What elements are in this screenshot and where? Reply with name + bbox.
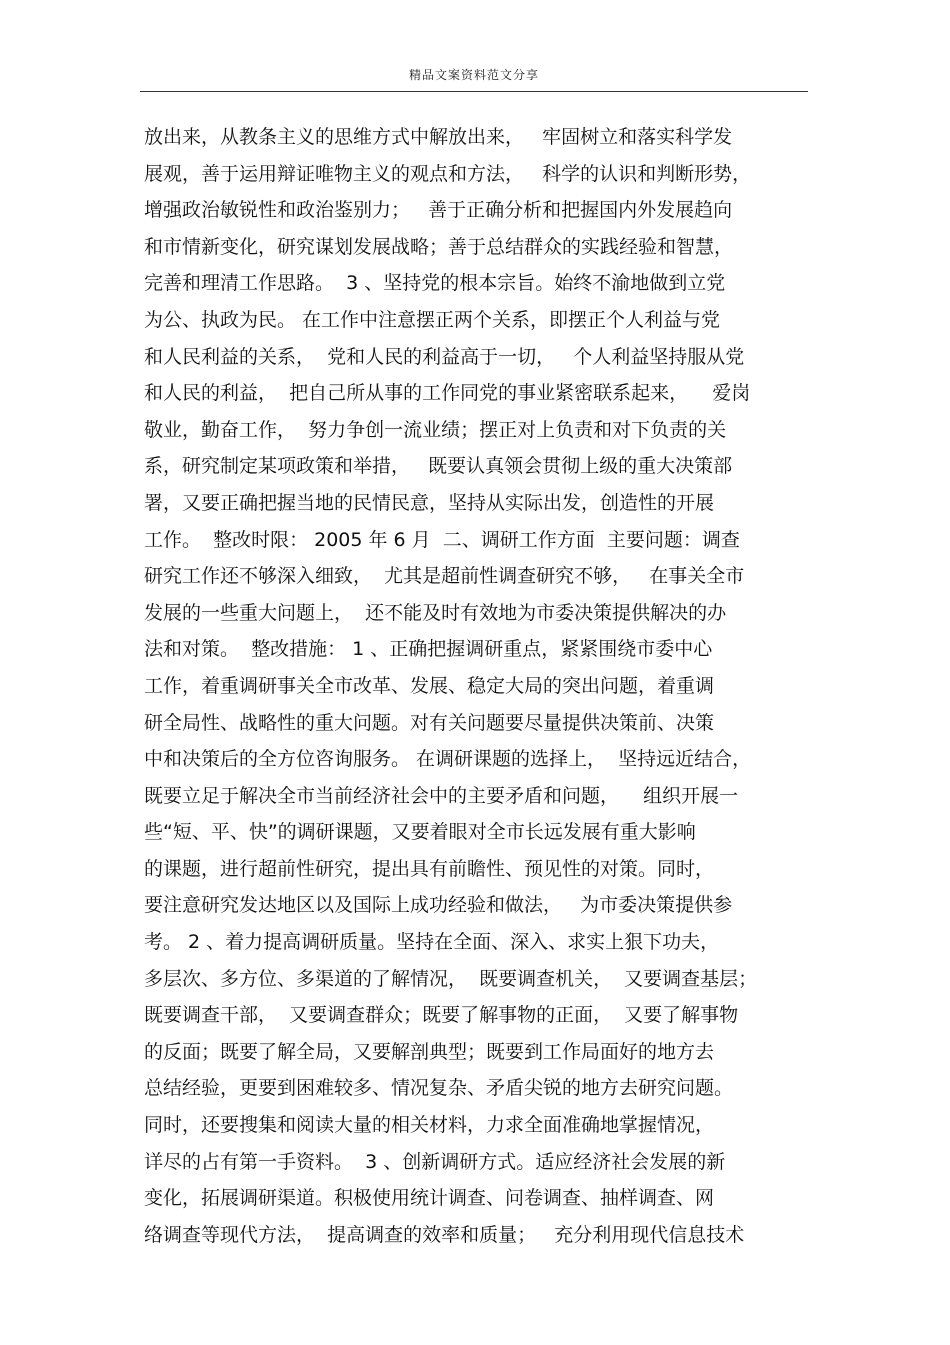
header-divider [140,91,808,92]
document-body [144,119,814,1253]
body-text-line: 同时，还要搜集和阅读大量的相关材料，力求全面准确地掌握情况， [144,1114,715,1137]
body-text-line: 工作。 整改时限： 2005 年 6 月 二、调研工作方面 主要问题：调查 [144,528,740,551]
body-text-line: 工作，着重调研事关全市改革、发展、稳定大局的突出问题，着重调 [144,674,715,697]
body-text-line: 敬业，勤奋工作， 努力争创一流业绩；摆正对上负责和对下负责的关 [144,418,727,441]
body-text-line: 完善和理清工作思路。 3 、坚持党的根本宗旨。始终不渝地做到立党 [144,272,726,295]
body-text-line: 和市情新变化，研究谋划发展战略；善于总结群众的实践经验和智慧， [144,235,734,258]
body-text-line: 和人民利益的关系， 党和人民的利益高于一切， 个人利益坚持服从党 [144,345,745,368]
body-text-line: 络调查等现代方法， 提高调查的效率和质量； 充分利用现代信息技术 [144,1223,745,1246]
header-title: 精品文案资料范文分享 [408,68,539,82]
body-text-line: 放出来，从教条主义的思维方式中解放出来， 牢固树立和落实科学发 [144,126,733,148]
body-text-line: 署，又要正确把握当地的民情民意，坚持从实际出发，创造性的开展 [144,491,715,514]
body-text-line: 发展的一些重大问题上， 还不能及时有效地为市委决策提供解决的办 [144,601,727,624]
body-text-line: 既要立足于解决全市当前经济社会中的主要矛盾和问题， 组织开展一 [144,784,739,807]
body-text-line: 法和对策。 整改措施： 1 、正确把握调研重点，紧紧围绕市委中心 [144,638,713,661]
body-text-line: 考。 2 、着力提高调研质量。坚持在全面、深入、求实上狠下功夫， [144,931,720,954]
body-text-line: 展观，善于运用辩证唯物主义的观点和方法， 科学的认识和判断形势， [144,162,752,185]
body-text-line: 既要调查干部， 又要调查群众；既要了解事物的正面， 又要了解事物 [144,1004,739,1027]
body-text-line: 研究工作还不够深入细致， 尤其是超前性调查研究不够， 在事关全市 [144,565,745,588]
body-text-line: 研全局性、战略性的重大问题。对有关问题要尽量提供决策前、决策 [144,711,715,734]
body-text-line: 的反面；既要了解全局，又要解剖典型；既要到工作局面好的地方去 [144,1040,715,1063]
body-text-line: 为公、执政为民。 在工作中注意摆正两个关系，即摆正个人利益与党 [144,308,721,331]
body-text-line: 系，研究制定某项政策和举措， 既要认真领会贯彻上级的重大决策部 [144,455,733,478]
body-text-line: 要注意研究发达地区以及国际上成功经验和做法， 为市委决策提供参 [144,894,733,917]
body-text-line: 中和决策后的全方位咨询服务。 在调研课题的选择上， 坚持远近结合， [144,748,752,771]
body-text-line: 多层次、多方位、多渠道的了解情况， 既要调查机关， 又要调查基层； [144,967,758,990]
body-text-line: 详尽的占有第一手资料。 3 、创新调研方式。适应经济社会发展的新 [144,1150,726,1173]
body-text-line: 总结经验，更要到困难较多、情况复杂、矛盾尖锐的地方去研究问题。 [144,1077,734,1100]
body-text-line: 的课题，进行超前性研究，提出具有前瞻性、预见性的对策。同时， [144,857,715,880]
page-header [140,0,808,92]
body-text-line: 增强政治敏锐性和政治鉴别力； 善于正确分析和把握国内外发展趋向 [144,199,733,222]
body-text-line: 变化，拓展调研渠道。积极使用统计调查、问卷调查、抽样调查、网 [144,1187,715,1210]
body-text-line: 和人民的利益， 把自己所从事的工作同党的事业紧密联系起来， 爱岗 [144,382,751,405]
body-text-line: 些“短、平、快”的调研课题，又要着眼对全市长远发展有重大影响 [144,821,696,844]
